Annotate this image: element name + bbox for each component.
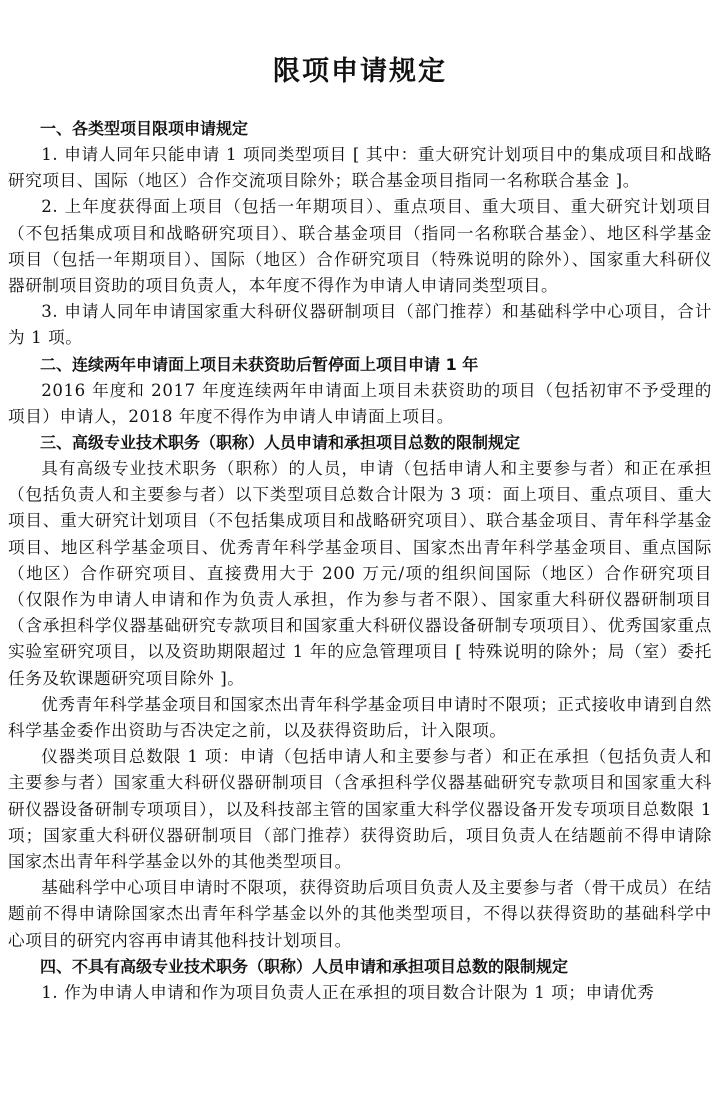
paragraph: 2. 上年度获得面上项目（包括一年期项目）、重点项目、重大项目、重大研究计划项目（不包括集成项目和战略研究项目）、联合基金项目（指同一名称联合基金）、地区科学基金项目（包括一年期项目）、国际（地区）合作研究项目（特殊说明的除外）、国家重大科研仪器研制项目资助的项目负责人，本年度不得作为申请人申请同类型项目。 bbox=[8, 197, 712, 296]
section-4 bbox=[8, 954, 712, 1006]
paragraph: 2016 年度和 2017 年度连续两年申请面上项目未获资助的项目（包括初审不予受理的项目）申请人，2018 年度不得作为申请人申请面上项目。 bbox=[8, 380, 712, 426]
paragraph: 具有高级专业技术职务（职称）的人员，申请（包括申请人和主要参与者）和正在承担（包括负责人和主要参与者）以下类型项目总数合计限为 3 项：面上项目、重点项目、重大项目、重大研究计划项目（不包括集成项目和战略研究项目）、联合基金项目、青年科学基金项目、地区科学基金项目、优秀青年科学基金项目、国家杰出青年科学基金项目、重点国际（地区）合作研究项目、直接费用大于 200 万元/项的组织间国际（地区）合作研究项目（仅限作为申请人申请和作为负责人承担，作为参与者不限）、国家重大科研仪器研制项目（含承担科学仪器基础研究专款项目和国家重大科研仪器设备研制专项项目）、优秀国家重点实验室研究项目，以及资助期限超过 1 年的应急管理项目 [ 特殊说明的除外；局（室）委托任务及软课题研究项目除外 ]。 bbox=[8, 459, 712, 688]
paragraph: 仪器类项目总数限 1 项：申请（包括申请人和主要参与者）和正在承担（包括负责人和主要参与者）国家重大科研仪器研制项目（含承担科学仪器基础研究专款项目和国家重大科研仪器设备研制专项项目），以及科技部主管的国家重大科学仪器设备开发专项项目总数限 1 项；国家重大科研仪器研制项目（部门推荐）获得资助后，项目负责人在结题前不得申请除国家杰出青年科学基金以外的其他类型项目。 bbox=[8, 747, 712, 872]
paragraph: 基础科学中心项目申请时不限项，获得资助后项目负责人及主要参与者（骨干成员）在结题前不得申请除国家杰出青年科学基金以外的其他类型项目，不得以获得资助的基础科学中心项目的研究内容再申请其他科技计划项目。 bbox=[8, 878, 712, 950]
section-1 bbox=[8, 116, 712, 352]
page-title: 限项申请规定 bbox=[273, 56, 447, 87]
section-heading: 二、连续两年申请面上项目未获资助后暂停面上项目申请 1 年 bbox=[40, 354, 479, 374]
paragraph: 1. 申请人同年只能申请 1 项同类型项目 [ 其中：重大研究计划项目中的集成项目和战略研究项目、国际（地区）合作交流项目除外；联合基金项目指同一名称联合基金 ]。 bbox=[8, 145, 712, 191]
section-3 bbox=[8, 430, 712, 954]
section-heading: 一、各类型项目限项申请规定 bbox=[40, 119, 249, 138]
paragraph: 优秀青年科学基金项目和国家杰出青年科学基金项目申请时不限项；正式接收申请到自然科学基金委作出资助与否决定之前，以及获得资助后，计入限项。 bbox=[8, 694, 712, 741]
section-heading: 四、不具有高级专业技术职务（职称）人员申请和承担项目总数的限制规定 bbox=[40, 956, 569, 976]
section-heading: 三、高级专业技术职务（职称）人员申请和承担项目总数的限制规定 bbox=[40, 433, 521, 453]
paragraph: 1. 作为申请人申请和作为项目负责人正在承担的项目数合计限为 1 项；申请优秀 bbox=[41, 982, 655, 1002]
paragraph: 3. 申请人同年申请国家重大科研仪器研制项目（部门推荐）和基础科学中心项目，合计为 1 项。 bbox=[8, 302, 712, 348]
section-2 bbox=[8, 352, 712, 430]
